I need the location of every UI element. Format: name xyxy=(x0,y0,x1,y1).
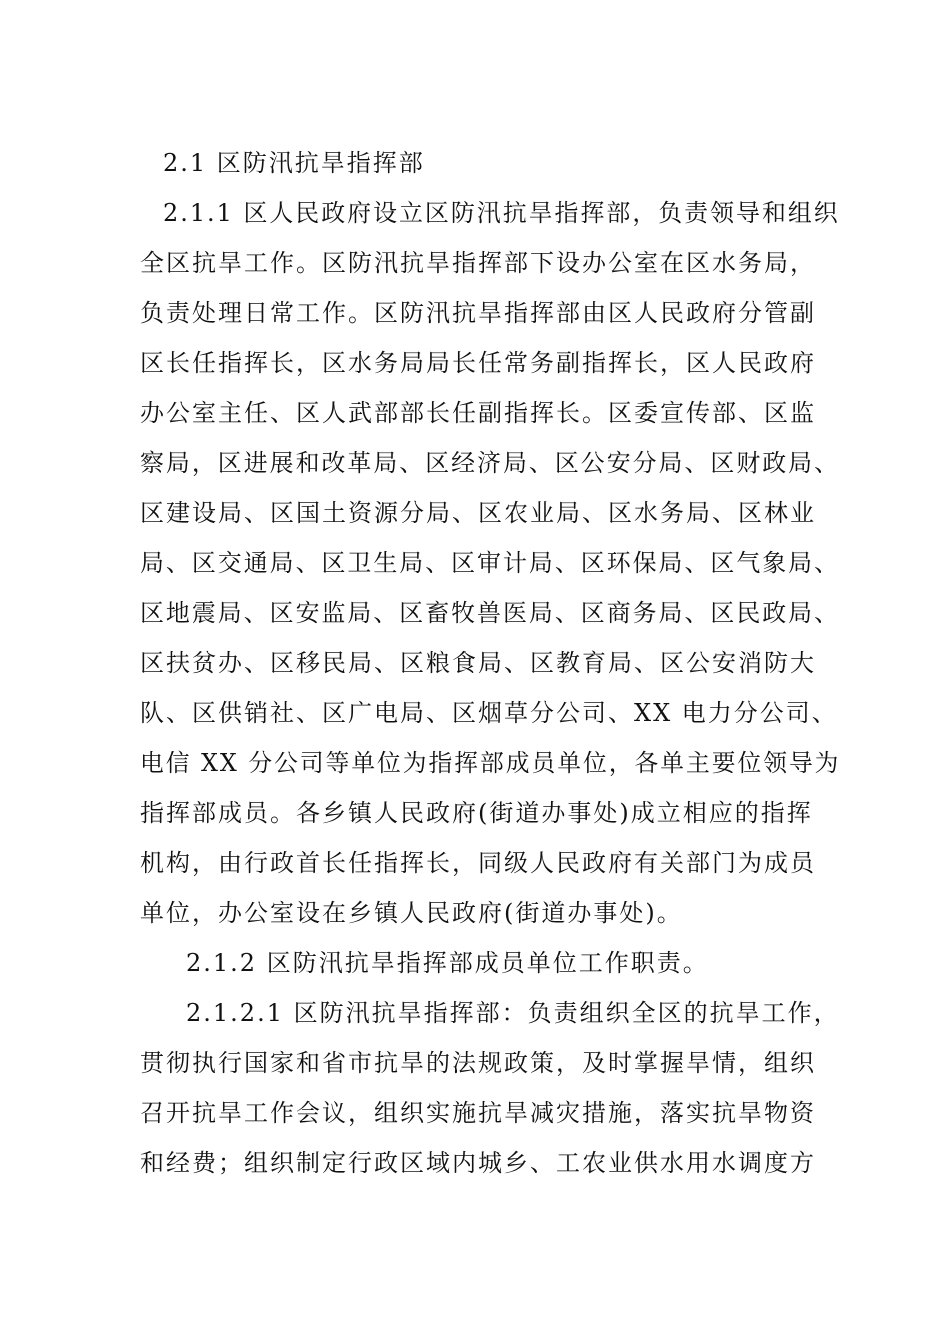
text-line: 办公室主任、区人武部部长任副指挥长。区委宣传部、区监 xyxy=(140,399,816,427)
text-line: 单位，办公室设在乡镇人民政府(街道办事处)。 xyxy=(140,899,683,927)
text-line: 负责处理日常工作。区防汛抗旱指挥部由区人民政府分管副 xyxy=(140,299,816,327)
text-line: 贯彻执行国家和省市抗旱的法规政策，及时掌握旱情，组织 xyxy=(140,1049,816,1077)
text-line: 指挥部成员。各乡镇人民政府(街道办事处)成立相应的指挥 xyxy=(140,799,813,827)
text-line: 察局，区进展和改革局、区经济局、区公安分局、区财政局、 xyxy=(140,449,841,477)
text-line: 电信 XX 分公司等单位为指挥部成员单位，各单主要位领导为 xyxy=(140,749,841,777)
text-line: 区建设局、区国土资源分局、区农业局、区水务局、区林业 xyxy=(140,499,816,527)
text-line: 队、区供销社、区广电局、区烟草分公司、XX 电力分公司、 xyxy=(140,699,838,727)
text-line: 2.1.1 区人民政府设立区防汛抗旱指挥部，负责领导和组织 xyxy=(163,199,840,227)
text-line: 区扶贫办、区移民局、区粮食局、区教育局、区公安消防大 xyxy=(140,649,816,677)
heading-2-1: 2.1 区防汛抗旱指挥部 xyxy=(163,149,425,177)
text-line: 全区抗旱工作。区防汛抗旱指挥部下设办公室在区水务局， xyxy=(140,249,816,277)
text-line: 区长任指挥长，区水务局局长任常务副指挥长，区人民政府 xyxy=(140,349,816,377)
text-line: 机构，由行政首长任指挥长，同级人民政府有关部门为成员 xyxy=(140,849,816,877)
text-line: 2.1.2.1 区防汛抗旱指挥部：负责组织全区的抗旱工作， xyxy=(186,999,840,1027)
heading-2-1-2: 2.1.2 区防汛抗旱指挥部成员单位工作职责。 xyxy=(186,949,709,977)
text-line: 局、区交通局、区卫生局、区审计局、区环保局、区气象局、 xyxy=(140,549,841,577)
text-line: 区地震局、区安监局、区畜牧兽医局、区商务局、区民政局、 xyxy=(140,599,841,627)
text-line: 和经费；组织制定行政区域内城乡、工农业供水用水调度方 xyxy=(140,1149,816,1177)
text-line: 召开抗旱工作会议，组织实施抗旱减灾措施，落实抗旱物资 xyxy=(140,1099,816,1127)
